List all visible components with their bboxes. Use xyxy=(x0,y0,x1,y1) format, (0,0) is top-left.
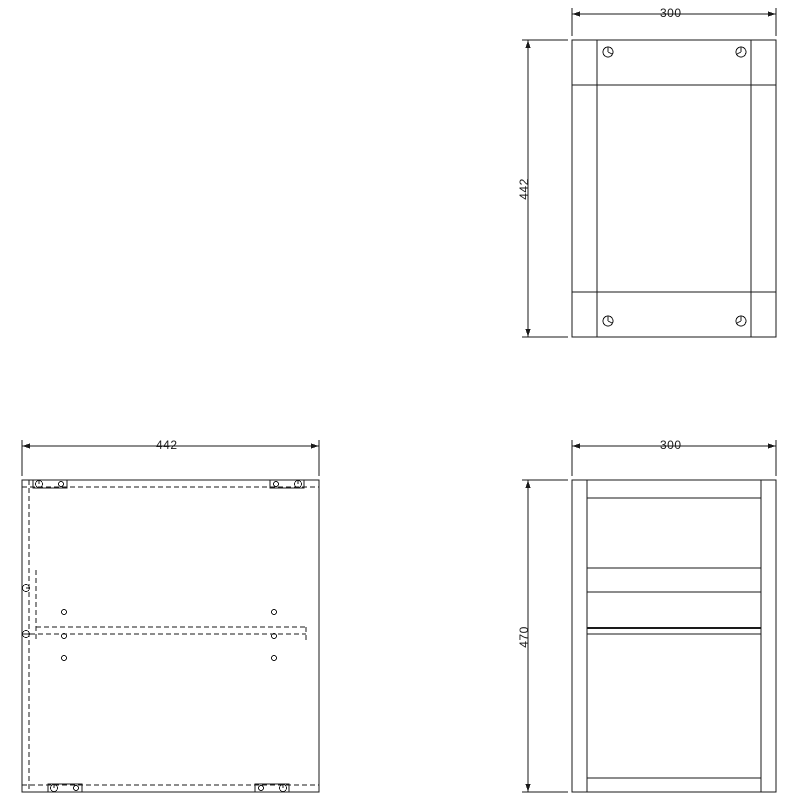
plan-fitting-left-upper xyxy=(23,585,30,592)
dimension-label-300-bottom: 300 xyxy=(660,438,682,452)
view-front-elevation xyxy=(522,8,776,337)
fitting-bottom-right xyxy=(736,316,746,326)
fitting-top-left xyxy=(603,47,613,57)
plan-dowels xyxy=(62,610,277,661)
fitting-bottom-left xyxy=(603,316,613,326)
dimension-label-470-right: 470 xyxy=(516,626,531,648)
view-side-elevation xyxy=(522,440,776,792)
dimension-label-442-plan: 442 xyxy=(156,438,178,452)
dimension-label-442-left: 442 xyxy=(516,178,531,200)
fitting-top-right xyxy=(736,47,746,57)
view-plan xyxy=(22,440,319,792)
dimension-label-300-top: 300 xyxy=(660,6,682,20)
